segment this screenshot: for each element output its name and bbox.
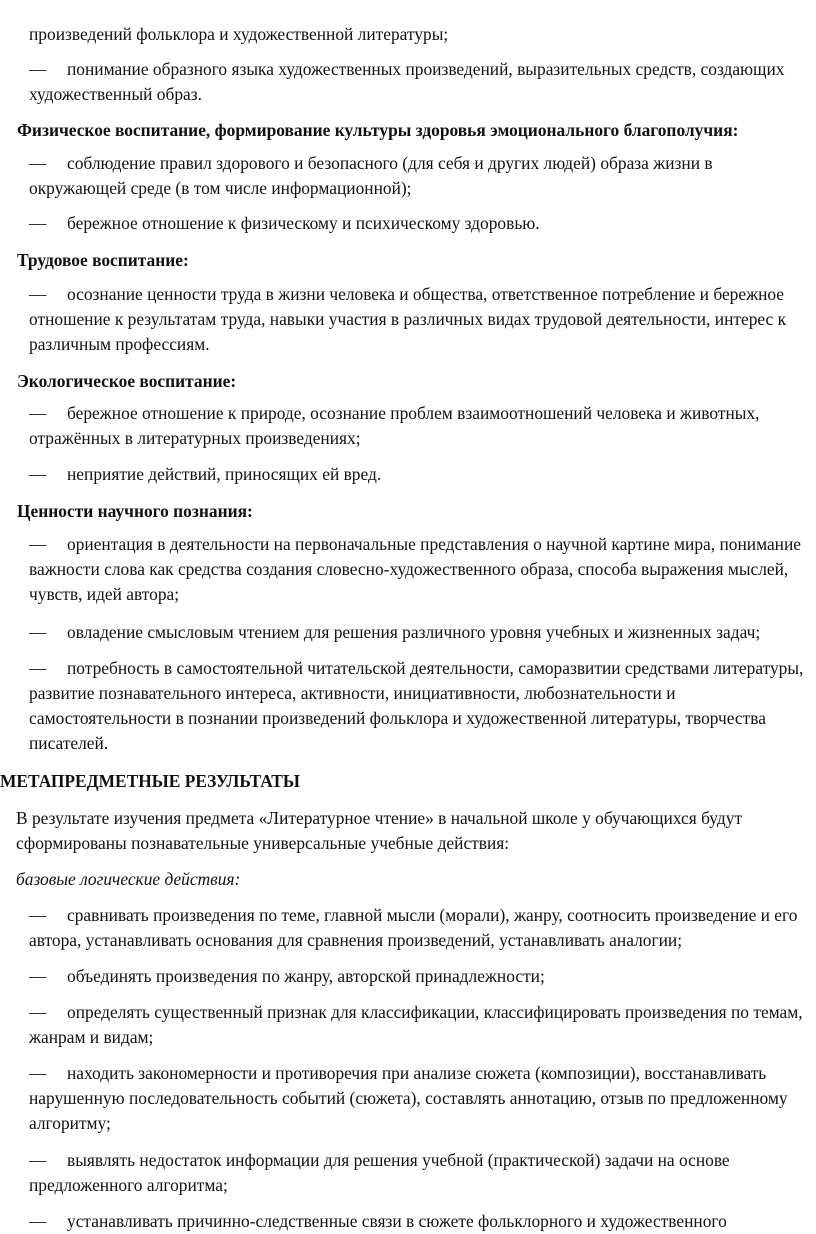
dash-glyph: — bbox=[29, 284, 47, 304]
meta-item-6 bbox=[29, 1209, 727, 1234]
dash-glyph: — bbox=[29, 1150, 47, 1170]
ecological-item-1-text: бережное отношение к природе, осознание проблем взаимоотношений человека и животных, отражённых в литературных произведениях; bbox=[29, 403, 760, 448]
meta-item-2 bbox=[29, 964, 545, 989]
meta-item-4-text: находить закономерности и противоречия при анализе сюжета (композиции), восстанавливать нарушенную последовательность событий (сюжета), составлять аннотацию, отзыв по предложенному алгоритму; bbox=[29, 1063, 788, 1133]
physical-item-2-text: бережное отношение к физическому и психическому здоровью. bbox=[67, 213, 540, 233]
meta-item-3 bbox=[29, 1000, 812, 1050]
physical-item-1 bbox=[29, 151, 812, 201]
science-item-1 bbox=[29, 532, 812, 607]
physical-heading: Физическое воспитание, формирование культуры здоровья эмоционального благополучия: bbox=[17, 120, 739, 140]
meta-intro-text: В результате изучения предмета «Литературное чтение» в начальной школе у обучающихся будут сформированы познавательные универсальные учебные действия: bbox=[16, 808, 743, 853]
science-item-3 bbox=[29, 656, 812, 756]
physical-item-1-text: соблюдение правил здорового и безопасного (для себя и других людей) образа жизни в окружающей среде (в том числе информационной); bbox=[29, 153, 713, 198]
science-item-3-text: потребность в самостоятельной читательской деятельности, саморазвитии средствами литературы, развитие познавательного интереса, активности, инициативности, любознательности и самостоятельности в познании произведений фольклора и художественной литературы, творчества писателей. bbox=[29, 658, 804, 753]
dash-glyph: — bbox=[29, 464, 47, 484]
ecological-item-1 bbox=[29, 401, 812, 451]
meta-item-6-text: устанавливать причинно-следственные связи в сюжете фольклорного и художественного bbox=[67, 1211, 727, 1231]
dash-glyph: — bbox=[29, 534, 47, 554]
dash-glyph: — bbox=[29, 905, 47, 925]
meta-subheading: базовые логические действия: bbox=[16, 869, 241, 889]
meta-item-4 bbox=[29, 1061, 812, 1136]
ecological-heading: Экологическое воспитание: bbox=[17, 371, 237, 391]
meta-heading: МЕТАПРЕДМЕТНЫЕ РЕЗУЛЬТАТЫ bbox=[0, 771, 300, 791]
physical-item-2 bbox=[29, 211, 540, 236]
meta-item-1-text: сравнивать произведения по теме, главной мысли (морали), жанру, соотносить произведение и его автора, устанавливать основания для сравнения произведений, устанавливать аналогии; bbox=[29, 905, 798, 950]
science-item-2 bbox=[29, 620, 760, 645]
labor-heading: Трудовое воспитание: bbox=[17, 250, 189, 270]
dash-glyph: — bbox=[29, 622, 47, 642]
dash-glyph: — bbox=[29, 153, 47, 173]
science-item-2-text: овладение смысловым чтением для решения различного уровня учебных и жизненных задач; bbox=[67, 622, 761, 642]
dash-glyph: — bbox=[29, 1063, 47, 1083]
ecological-item-2 bbox=[29, 462, 381, 487]
meta-item-2-text: объединять произведения по жанру, авторской принадлежности; bbox=[67, 966, 545, 986]
labor-item-1-text: осознание ценности труда в жизни человека и общества, ответственное потребление и бережное отношение к результатам труда, навыки участия в различных видах трудовой деятельности, интерес к различным профессиям. bbox=[29, 284, 787, 354]
science-heading: Ценности научного познания: bbox=[17, 501, 253, 521]
science-item-1-text: ориентация в деятельности на первоначальные представления о научной картине мира, понимание важности слова как средства создания словесно-художественного образа, способа выражения мыслей, чувств, идей автора; bbox=[29, 534, 802, 604]
continuation-line: произведений фольклора и художественной литературы; bbox=[29, 24, 449, 44]
dash-glyph: — bbox=[29, 59, 47, 79]
meta-item-1 bbox=[29, 903, 812, 953]
meta-item-5 bbox=[29, 1148, 812, 1198]
dash-glyph: — bbox=[29, 403, 47, 423]
aesthetic-bullet-text: понимание образного языка художественных произведений, выразительных средств, создающих художественный образ. bbox=[29, 59, 785, 104]
dash-glyph: — bbox=[29, 1211, 47, 1231]
meta-item-5-text: выявлять недостаток информации для решения учебной (практической) задачи на основе предложенного алгоритма; bbox=[29, 1150, 730, 1195]
dash-glyph: — bbox=[29, 658, 47, 678]
meta-item-3-text: определять существенный признак для классификации, классифицировать произведения по темам, жанрам и видам; bbox=[29, 1002, 803, 1047]
labor-item-1 bbox=[29, 282, 812, 357]
dash-glyph: — bbox=[29, 1002, 47, 1022]
dash-glyph: — bbox=[29, 213, 47, 233]
dash-glyph: — bbox=[29, 966, 47, 986]
meta-intro bbox=[0, 806, 812, 856]
ecological-item-2-text: неприятие действий, приносящих ей вред. bbox=[67, 464, 382, 484]
aesthetic-bullet bbox=[29, 57, 812, 107]
